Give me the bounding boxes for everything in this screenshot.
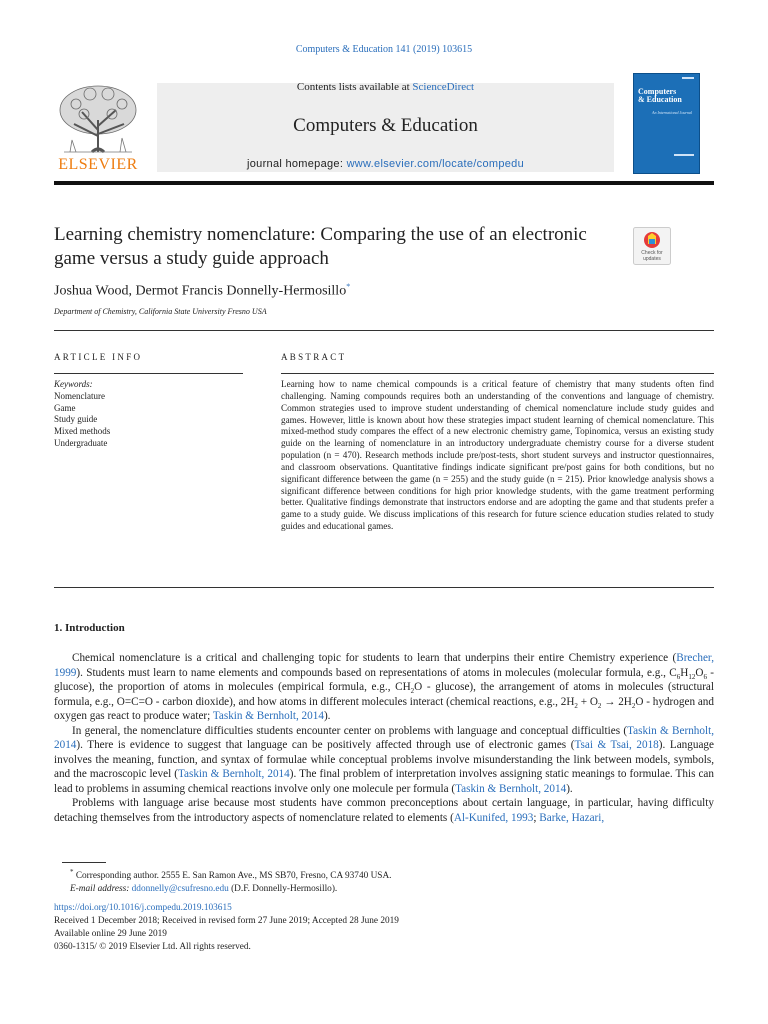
cover-title: Computers & Education [638, 87, 682, 104]
check-for-updates-icon[interactable] [633, 227, 671, 265]
journal-reference[interactable]: Computers & Education 141 (2019) 103615 [295, 44, 473, 55]
paper-title: Learning chemistry nomenclature: Comparing the use of an electronic game versus a study guide approach [54, 224, 587, 269]
doi-link[interactable]: https://doi.org/10.1016/j.compedu.2019.103615 [54, 903, 232, 913]
journal-homepage-link[interactable]: www.elsevier.com/locate/compedu [346, 158, 524, 170]
cover-subtitle: An International Journal [652, 110, 692, 115]
corresponding-author-marker[interactable]: * [346, 282, 351, 291]
journal-name: Computers & Education [293, 115, 478, 136]
journal-cover-thumbnail[interactable] [633, 73, 700, 174]
citation-link[interactable]: Taskin & Bernholt, 2014 [54, 724, 714, 751]
article-info-heading: ARTICLE INFO [54, 352, 143, 362]
abstract-rule [281, 373, 714, 374]
introduction-heading: 1. Introduction [54, 622, 125, 634]
divider-rule [54, 330, 714, 331]
crossmark-line2: updates [643, 256, 661, 262]
copyright-line: 0360-1315/ © 2019 Elsevier Ltd. All rights reserved. [54, 942, 251, 952]
citation-link[interactable]: Taskin & Bernholt, 2014 [455, 782, 567, 795]
contents-available-line [157, 81, 614, 93]
publication-info [54, 902, 399, 954]
citation-link[interactable]: Barke, Hazari, [539, 811, 605, 824]
keyword-item: Study guide [54, 414, 98, 425]
keywords-list [54, 379, 110, 450]
citation-link[interactable]: Taskin & Bernholt, 2014 [212, 710, 324, 722]
header-rule [54, 181, 714, 185]
footnote-rule [62, 862, 106, 863]
introduction-body [54, 651, 714, 825]
abstract-text: Learning how to name chemical compounds is a critical feature of chemistry that many students often find challenging. Naming compounds requires both an understanding of the conventions and language of chemistry. Common strategies used to improve student understanding of chemical nomenclature include study guides and games. However, little is known about how these strategies impact student learning of chemical nomenclature. This mixed-method study compares the effect of a new electronic chemistry game, Topinomica, versus an existing study guide on the learning of nomenclature in an introductory undergraduate chemistry course for a diverse student population (n = 470). Research methods include pre/post-tests, short student surveys and instructor questionnaires, and classroom observations. Quantitative findings indicate significant pre/post gains for both conditions, but no significant difference between the game (n = 255) and the study guide (n = 215). Prior knowledge analysis shows a significant difference between conditions for high prior knowledge students, with the game treatment performing better. Qualitative findings demonstrate that instructors endorse and are adopting the game and that students prefer a game to a study guide. We discuss implications of this research for future science education studies related to study guides and educational games. [281, 379, 714, 532]
author-list [54, 282, 350, 300]
corresponding-author-note: * Corresponding author. 2555 E. San Ramon Ave., MS SB70, Fresno, CA 93740 USA. [70, 868, 392, 882]
email-note: E-mail address: ddonnelly@csufresno.edu (D.F. Donnelly-Hermosillo). [70, 884, 338, 895]
received-dates: Received 1 December 2018; Received in revised form 27 June 2019; Accepted 28 June 2019 [54, 916, 399, 926]
keyword-item: Mixed methods [54, 426, 111, 437]
keyword-item: Game [54, 402, 76, 413]
journal-homepage-line [157, 158, 614, 170]
intro-paragraph-1: Chemical nomenclature is a critical and challenging topic for students to learn that underpins their entire Chemistry experience (Brecher, 1999). Students must learn to name elements and compounds based on representations of atoms in molecules (molecular formula, e.g., $C_6H_{12}O_6 - glucose$), the proportion of atoms in molecules (empirical formula, e.g., $CH_2O - glucose$), the arrangement of atoms in molecules (structural formula, e.g., O=C=O - carbon dioxide), and how atoms in different molecules interact (chemical reactions, e.g., $2H_2 + O_2 \to 2H_2O$ - hydrogen and oxygen gas react to produce water; Taskin & Bernholt, 2014). [54, 652, 714, 722]
email-link[interactable]: ddonnelly@csufresno.edu [131, 884, 229, 895]
keyword-item: Nomenclature [54, 390, 105, 401]
homepage-prefix: journal homepage: [246, 158, 347, 170]
cover-bar [674, 154, 694, 156]
sciencedirect-link[interactable]: ScienceDirect [412, 81, 475, 93]
intro-paragraph-2: In general, the nomenclature difficulties students encounter center on problems with language and conceptual difficulties (Taskin & Bernholt, 2014). There is evidence to suggest that language can be positively affected through use of electronic games (Tsai & Tsai, 2018). Language involves the meaning, function, and syntax of formulae while conceptual problems involve misunderstanding the link between models, symbols, and the macroscopic level (Taskin & Bernholt, 2014). The final problem of interpretation involves assigning static meanings to formulae. This can lead to problems in assuming chemical reactions involve only one molecule per formula (Taskin & Bernholt, 2014). [54, 724, 714, 795]
contents-prefix: Contents lists available at [296, 81, 413, 93]
keyword-item: Undergraduate [54, 437, 108, 448]
keywords-label: Keywords: [54, 379, 93, 389]
citation-link[interactable]: Brecher, 1999 [54, 652, 714, 679]
citation-link[interactable]: Taskin & Bernholt, 2014 [177, 768, 290, 780]
affiliation: Department of Chemistry, California State University Fresno USA [54, 307, 267, 316]
crossmark-line1: Check for [641, 250, 663, 256]
cover-mark [682, 77, 694, 79]
citation-link[interactable]: Tsai & Tsai, 2018 [574, 739, 659, 751]
intro-paragraph-3: Problems with language arise because most students have common preconceptions about certain language, in particular, having difficulty detaching themselves from the introductory aspects of nomenclature related to elements (Al-Kunifed, 1993; Barke, Hazari, [54, 797, 714, 824]
elsevier-wordmark: ELSEVIER [58, 156, 138, 173]
authors-text: Joshua Wood, Dermot Francis Donnelly-Hermosillo [54, 283, 347, 299]
divider-rule [54, 587, 714, 588]
citation-link[interactable]: Al-Kunifed, 1993 [453, 811, 534, 824]
article-info-rule [54, 373, 243, 374]
footnotes [54, 866, 392, 896]
available-online: Available online 29 June 2019 [54, 929, 167, 939]
abstract-heading: ABSTRACT [281, 352, 347, 362]
